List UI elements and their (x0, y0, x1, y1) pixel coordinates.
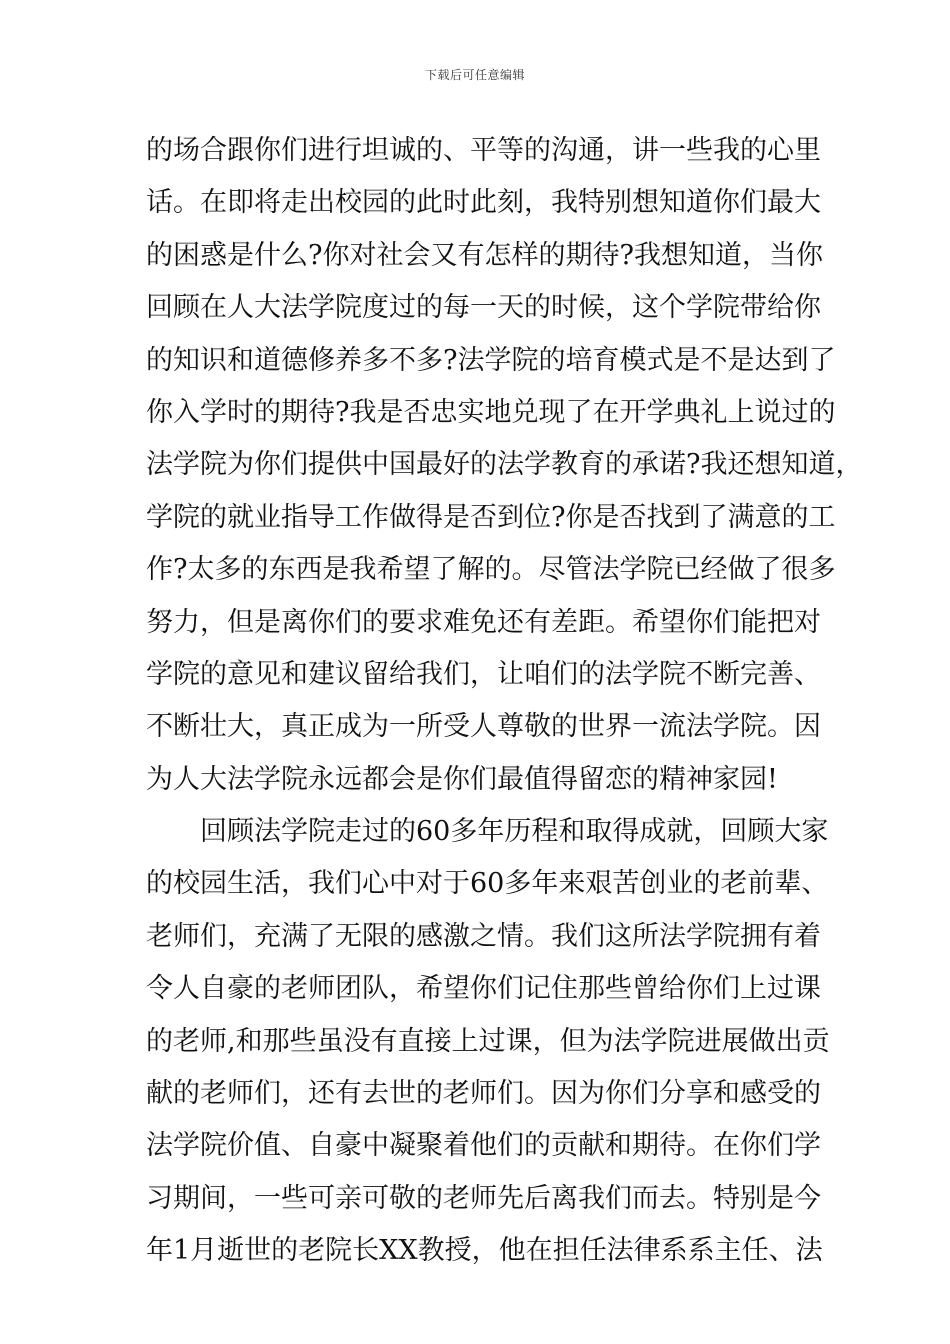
text-line: 回顾法学院走过的60多年历程和取得成就，回顾大家 (146, 816, 829, 848)
page-header-note: 下载后可任意编辑 (424, 68, 525, 82)
text-line: 法学院价值、自豪中凝聚着他们的贡献和期待。在你们学 (146, 1130, 821, 1162)
text-line: 话。在即将走出校园的此时此刻，我特别想知道你们最大 (146, 187, 821, 219)
text-line: 为人大法学院永远都会是你们最值得留恋的精神家园! (146, 763, 778, 795)
text-line: 的场合跟你们进行坦诚的、平等的沟通，讲一些我的心里 (146, 135, 821, 166)
text-line: 的困惑是什么?你对社会又有怎样的期待?我想知道，当你 (146, 239, 823, 271)
text-line: 学院的就业指导工作做得是否到位?你是否找到了满意的工 (146, 501, 836, 533)
text-line: 你入学时的期待?我是否忠实地兑现了在开学典礼上说过的 (146, 396, 836, 428)
text-line: 老师们，充满了无限的感激之情。我们这所法学院拥有着 (146, 920, 821, 952)
text-line: 努力，但是离你们的要求难免还有差距。希望你们能把对 (146, 606, 821, 638)
text-line: 的校园生活，我们心中对于60多年来艰苦创业的老前辈、 (146, 868, 829, 900)
text-line: 不断壮大，真正成为一所受人尊敬的世界一流法学院。因 (146, 711, 821, 743)
text-line: 年1月逝世的老院长XX教授，他在担任法律系系主任、法 (146, 1235, 823, 1267)
text-line: 回顾在人大法学院度过的每一天的时候，这个学院带给你 (146, 292, 821, 324)
text-line: 法学院为你们提供中国最好的法学教育的承诺?我还想知道， (146, 449, 863, 481)
text-line: 作?太多的东西是我希望了解的。尽管法学院已经做了很多 (146, 554, 836, 586)
text-line: 献的老师们，还有去世的老师们。因为你们分享和感受的 (146, 1078, 821, 1110)
text-line: 习期间，一些可亲可敬的老师先后离我们而去。特别是今 (146, 1182, 821, 1214)
text-line: 学院的意见和建议留给我们，让咱们的法学院不断完善、 (146, 658, 821, 690)
text-line: 的老师,和那些虽没有直接上过课，但为法学院进展做出贡 (146, 1025, 830, 1057)
text-line: 令人自豪的老师团队，希望你们记住那些曾给你们上过课 (146, 973, 821, 1005)
text-line: 的知识和道德修养多不多?法学院的培育模式是不是达到了 (146, 344, 836, 376)
body-text (146, 125, 863, 1278)
